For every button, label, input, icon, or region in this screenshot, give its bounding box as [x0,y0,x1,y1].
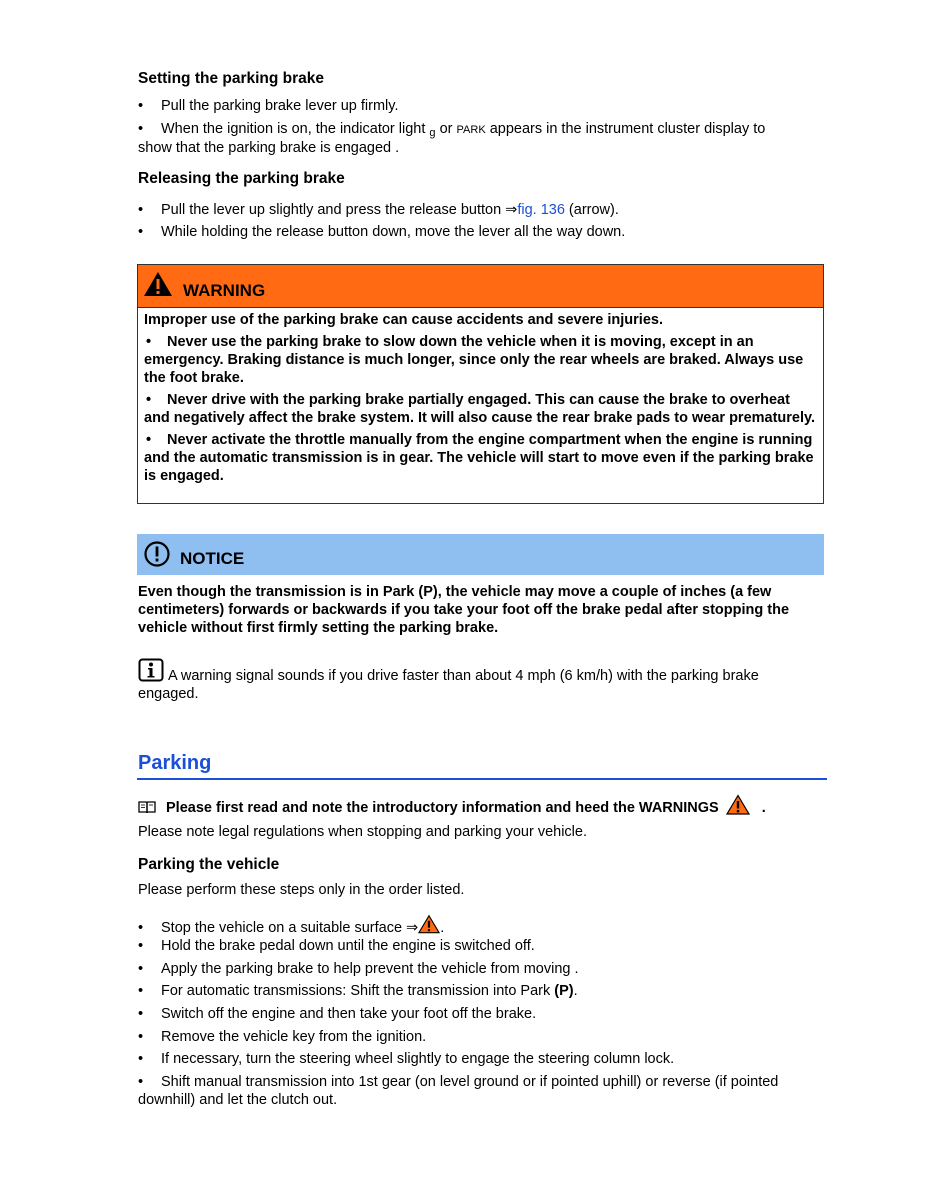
park-gear-label: (P) [554,983,574,999]
info-text: A warning signal sounds if you drive faster than about 4 mph (6 km/h) with the parking brake [168,668,759,684]
warning-item-text: Never activate the throttle manually from the engine compartment when the engine is running and the automatic transmission is in gear. The vehicle will start to move even if the parking brake is engaged. [144,432,814,484]
figure-link[interactable]: fig. 136 [517,202,565,218]
list-item [138,97,818,115]
bullet-dot: • [138,938,144,954]
list-item-text: Apply the parking brake to help prevent the vehicle from moving . [161,961,579,977]
list-item-text: or [439,121,453,137]
list-item-text: . [573,983,578,999]
bullet-dot: • [146,334,152,350]
intro-line [138,794,828,819]
heading-setting-parking-brake: Setting the parking brake [138,70,325,87]
list-item-text: When the ignition is on, the indicator light [161,121,426,137]
warning-item [144,333,817,387]
warning-header [138,265,823,308]
list-item [138,1028,818,1046]
list-item-text: Pull the parking brake lever up firmly. [161,98,399,114]
list-item-text: Hold the brake pedal down until the engine is switched off. [161,938,535,954]
book-icon [138,800,156,814]
list-item-text: While holding the release button down, move the lever all the way down. [161,224,626,240]
warning-triangle-icon [143,271,173,297]
list-item [138,982,818,1000]
park-indicator-text: PARK [456,124,486,136]
warning-item [144,431,817,485]
warning-title: WARNING [183,281,266,300]
warning-box [137,264,824,504]
steps-intro: Please perform these steps only in the order listed. [138,882,465,898]
list-item [138,120,828,157]
info-text: engaged. [138,686,199,702]
heading-parking-vehicle: Parking the vehicle [138,856,280,873]
warning-item-text: Never use the parking brake to slow down the vehicle when it is moving, except in an emergency. Braking distance is much longer, since only the rear wheels are braked. Always use the foot brake. [144,334,804,386]
list-item [138,1005,818,1023]
list-item [138,1050,818,1068]
list-item-text: Shift manual transmission into 1st gear (on level ground or if pointed uphill) or reverse (if pointed [161,1074,779,1090]
warning-intro: Improper use of the parking brake can cause accidents and severe injuries. [144,312,663,328]
list-item-text: Switch off the engine and then take your foot off the brake. [161,1006,537,1022]
list-item-text: For automatic transmissions: Shift the transmission into Park [161,983,551,999]
list-item [138,914,818,937]
info-icon [138,658,164,682]
bullet-dot: • [138,1029,144,1045]
bullet-dot: • [138,920,144,936]
warning-triangle-icon[interactable] [726,794,750,815]
indicator-symbol: g [429,127,436,139]
bullet-dot: • [138,121,144,137]
bullet-dot: • [138,224,144,240]
notice-body: Even though the transmission is in Park (P), the vehicle may move a couple of inches (a few centimeters) forwards or backwards if you take your foot off the brake pedal after stopping the vehicle without first firmly setting the parking brake. [138,584,790,636]
intro-end: . [761,800,766,816]
list-item-text: Stop the vehicle on a suitable surface ⇒ [161,920,419,936]
warning-item [144,391,817,427]
bullet-dot: • [138,983,144,999]
list-item [138,201,818,219]
list-item [138,937,818,955]
warning-body [138,308,823,485]
list-item-text: show that the parking brake is engaged . [138,140,400,156]
bullet-dot: • [146,392,152,408]
notice-exclamation-icon [143,540,171,568]
warning-triangle-icon[interactable] [418,914,440,934]
list-item-text: Remove the vehicle key from the ignition. [161,1029,427,1045]
bullet-dot: • [138,1074,144,1090]
bullet-dot: • [138,202,144,218]
intro-text: Please first read and note the introductory information and heed the WARNINGS [166,800,719,816]
bullet-dot: • [138,98,144,114]
warning-item-text: Never drive with the parking brake partially engaged. This can cause the brake to overheat and negatively affect the brake system. It will also cause the rear brake pads to wear prematurely. [144,392,816,426]
list-item-text: If necessary, turn the steering wheel slightly to engage the steering column lock. [161,1051,675,1067]
list-item-text: . [440,920,445,936]
bullet-dot: • [138,961,144,977]
list-item [138,223,818,241]
bullet-dot: • [138,1006,144,1022]
bullet-dot: • [146,432,152,448]
list-item-text: downhill) and let the clutch out. [138,1092,338,1108]
notice-title: NOTICE [180,549,245,568]
heading-rule [137,778,827,780]
section-title-parking: Parking [138,752,212,774]
heading-releasing-parking-brake: Releasing the parking brake [138,170,345,187]
list-item-text: appears in the instrument cluster display to [489,121,766,137]
bullet-dot: • [138,1051,144,1067]
notice-header [137,534,824,575]
list-item-text: (arrow). [564,202,619,218]
legal-note: Please note legal regulations when stopping and parking your vehicle. [138,824,587,840]
list-item-text: Pull the lever up slightly and press the release button ⇒ [161,202,518,218]
info-note [138,658,828,703]
list-item [138,1073,828,1109]
list-item [138,960,818,978]
